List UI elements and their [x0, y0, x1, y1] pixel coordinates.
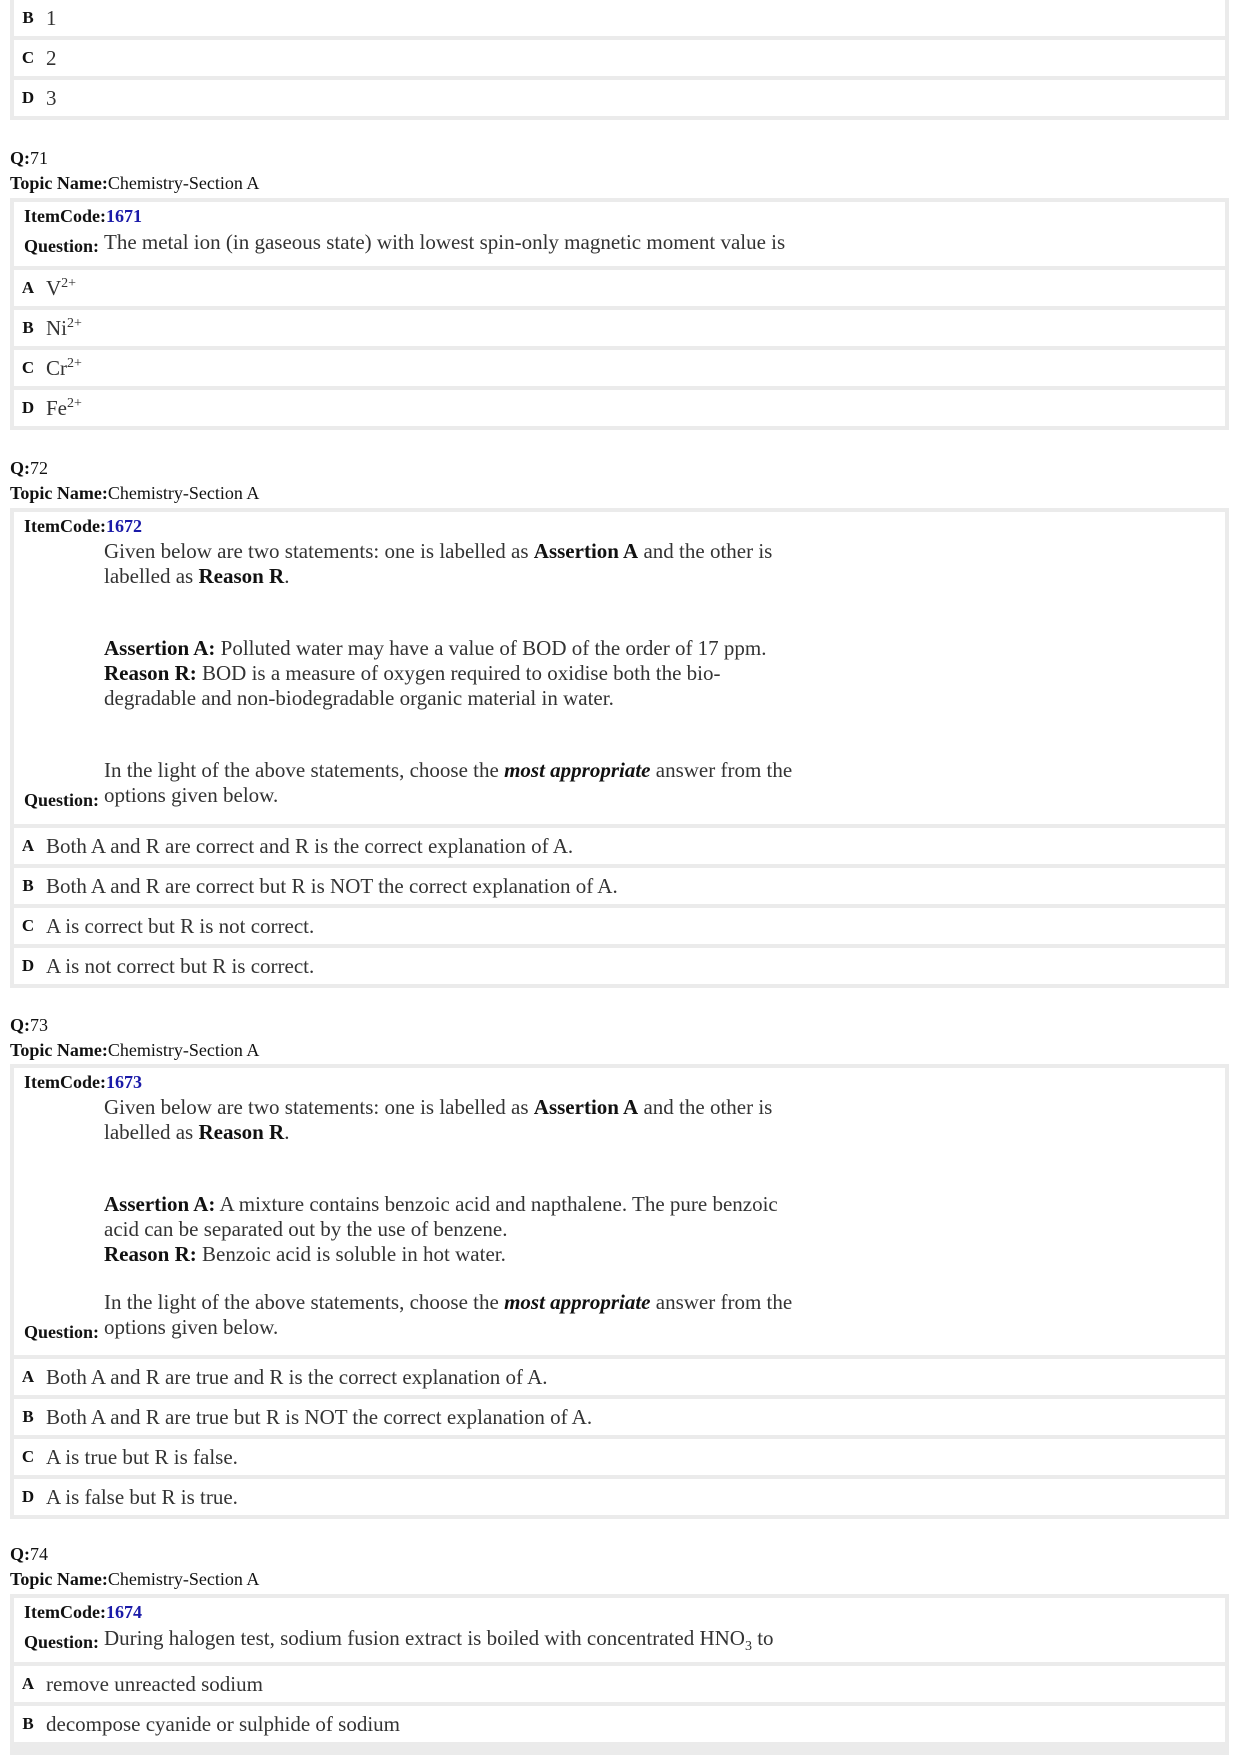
- option-c[interactable]: [14, 1439, 1225, 1475]
- question-stem: [14, 512, 1225, 824]
- option-a[interactable]: [14, 1666, 1225, 1702]
- itemcode-value: 1671: [105, 206, 142, 226]
- question-header: [10, 1542, 259, 1592]
- topic-name: Chemistry-Section A: [107, 483, 260, 503]
- question-stem: [14, 202, 1225, 266]
- option-letter: C: [21, 48, 35, 67]
- option-b[interactable]: [14, 868, 1225, 904]
- option-letter: B: [22, 876, 34, 895]
- assertion-label: Assertion A:: [104, 636, 216, 660]
- q-label: Q:: [10, 148, 30, 168]
- topic-label: Topic Name:: [10, 173, 108, 193]
- option-letter: C: [21, 1447, 35, 1466]
- option-letter: A: [21, 278, 35, 297]
- question-label: Question:: [24, 1632, 100, 1652]
- itemcode-label: ItemCode:: [24, 1602, 106, 1622]
- option-a[interactable]: [14, 270, 1225, 306]
- question-stem: [14, 1068, 1225, 1355]
- option-text: $Cr^{2+}$: [46, 355, 82, 380]
- topic-label: Topic Name:: [10, 1569, 108, 1589]
- option-d[interactable]: [14, 390, 1225, 426]
- option-c[interactable]: [14, 350, 1225, 386]
- option-letter: D: [21, 398, 35, 417]
- q-number: 73: [30, 1015, 48, 1035]
- option-text: 2: [46, 45, 57, 70]
- option-letter: B: [22, 8, 34, 27]
- assertion-reason: Assertion A: Polluted water may have a value of BOD of the order of 17 ppm. Reason R: BOD is a measure of oxygen required to oxidise both the bio- degradable and non-biodegradable organic material in water.: [104, 636, 767, 710]
- option-text: A is correct but R is not correct.: [46, 913, 315, 938]
- option-c[interactable]: [14, 908, 1225, 944]
- option-text: A is false but R is true.: [46, 1484, 238, 1509]
- option-letter: D: [21, 88, 35, 107]
- q72-panel: [10, 508, 1229, 988]
- topic-name: Chemistry-Section A: [107, 1040, 260, 1060]
- option-text: 1: [46, 5, 57, 30]
- option-b[interactable]: [14, 1706, 1225, 1742]
- option-text: Both A and R are true and R is the correct explanation of A.: [46, 1364, 548, 1389]
- itemcode-label: ItemCode:: [24, 1072, 106, 1092]
- option-letter: D: [21, 1487, 35, 1506]
- itemcode-value: 1674: [105, 1602, 142, 1622]
- option-d[interactable]: [14, 80, 1225, 116]
- question-text: The metal ion (in gaseous state) with lowest spin-only magnetic moment value is: [104, 230, 786, 254]
- option-letter: A: [21, 1674, 35, 1693]
- question-label: Question:: [24, 1322, 100, 1342]
- question-label: Question:: [24, 236, 100, 256]
- itemcode-value: 1672: [105, 516, 142, 536]
- question-intro: Given below are two statements: one is labelled as Assertion A and the other is labelled as Reason R.: [104, 1095, 773, 1144]
- q-label: Q:: [10, 1015, 30, 1035]
- option-letter: A: [21, 1367, 35, 1386]
- option-text: 3: [46, 85, 57, 110]
- question-header: [10, 146, 259, 196]
- option-letter: B: [22, 318, 34, 337]
- itemcode-label: ItemCode:: [24, 206, 106, 226]
- reason-label: Reason R:: [104, 1242, 197, 1266]
- option-text: decompose cyanide or sulphide of sodium: [46, 1711, 401, 1736]
- option-a[interactable]: [14, 1359, 1225, 1395]
- question-instruction: In the light of the above statements, choose the most appropriate answer from the options given below.: [104, 1290, 793, 1339]
- option-c[interactable]: [14, 40, 1225, 76]
- assertion-reason: Assertion A: A mixture contains benzoic acid and napthalene. The pure benzoic acid can be separated out by the use of benzene. Reason R: Benzoic acid is soluble in hot water.: [104, 1192, 778, 1266]
- q-number: 74: [30, 1544, 48, 1564]
- q71-panel: [10, 198, 1229, 430]
- q73-panel: [10, 1064, 1229, 1519]
- option-a[interactable]: [14, 828, 1225, 864]
- option-b[interactable]: [14, 310, 1225, 346]
- assertion-label: Assertion A:: [104, 1192, 216, 1216]
- question-header: [10, 1013, 259, 1063]
- question-label: Question:: [24, 790, 100, 810]
- topic-name: Chemistry-Section A: [107, 1569, 260, 1589]
- option-text: Both A and R are true but R is NOT the correct explanation of A.: [46, 1404, 593, 1429]
- q-label: Q:: [10, 1544, 30, 1564]
- option-letter: A: [21, 836, 35, 855]
- question-intro: Given below are two statements: one is labelled as Assertion A and the other is labelled as Reason R.: [104, 539, 773, 588]
- option-text: $Fe^{2+}$: [46, 395, 82, 420]
- option-letter: D: [21, 956, 35, 975]
- q-number: 71: [30, 148, 48, 168]
- option-b[interactable]: [14, 1399, 1225, 1435]
- q70-options-panel: [10, 0, 1229, 120]
- option-text: Both A and R are correct and R is the correct explanation of A.: [46, 833, 574, 858]
- question-instruction: In the light of the above statements, choose the most appropriate answer from the options given below.: [104, 758, 793, 807]
- option-text: A is true but R is false.: [46, 1444, 238, 1469]
- topic-label: Topic Name:: [10, 483, 108, 503]
- option-text: Both A and R are correct but R is NOT the correct explanation of A.: [46, 873, 618, 898]
- q-label: Q:: [10, 458, 30, 478]
- option-letter: C: [21, 358, 35, 377]
- topic-name: Chemistry-Section A: [107, 173, 260, 193]
- itemcode-label: ItemCode:: [24, 516, 106, 536]
- option-letter: B: [22, 1714, 34, 1733]
- topic-label: Topic Name:: [10, 1040, 108, 1060]
- question-header: [10, 456, 259, 506]
- option-d[interactable]: [14, 948, 1225, 984]
- option-text: A is not correct but R is correct.: [46, 953, 315, 978]
- itemcode-value: 1673: [105, 1072, 142, 1092]
- option-text: $V^{2+}$: [46, 275, 77, 300]
- option-text: remove unreacted sodium: [46, 1671, 263, 1696]
- option-letter: B: [22, 1407, 34, 1426]
- option-text: $Ni^{2+}$: [46, 315, 82, 340]
- q74-panel: [10, 1594, 1229, 1755]
- reason-label: Reason R:: [104, 661, 197, 685]
- option-b[interactable]: [14, 0, 1225, 36]
- q-number: 72: [30, 458, 48, 478]
- option-letter: C: [21, 916, 35, 935]
- question-text: During halogen test, sodium fusion extract is boiled with concentrated $HNO_3$ to: [104, 1626, 774, 1655]
- question-stem: [14, 1598, 1225, 1662]
- option-d[interactable]: [14, 1479, 1225, 1515]
